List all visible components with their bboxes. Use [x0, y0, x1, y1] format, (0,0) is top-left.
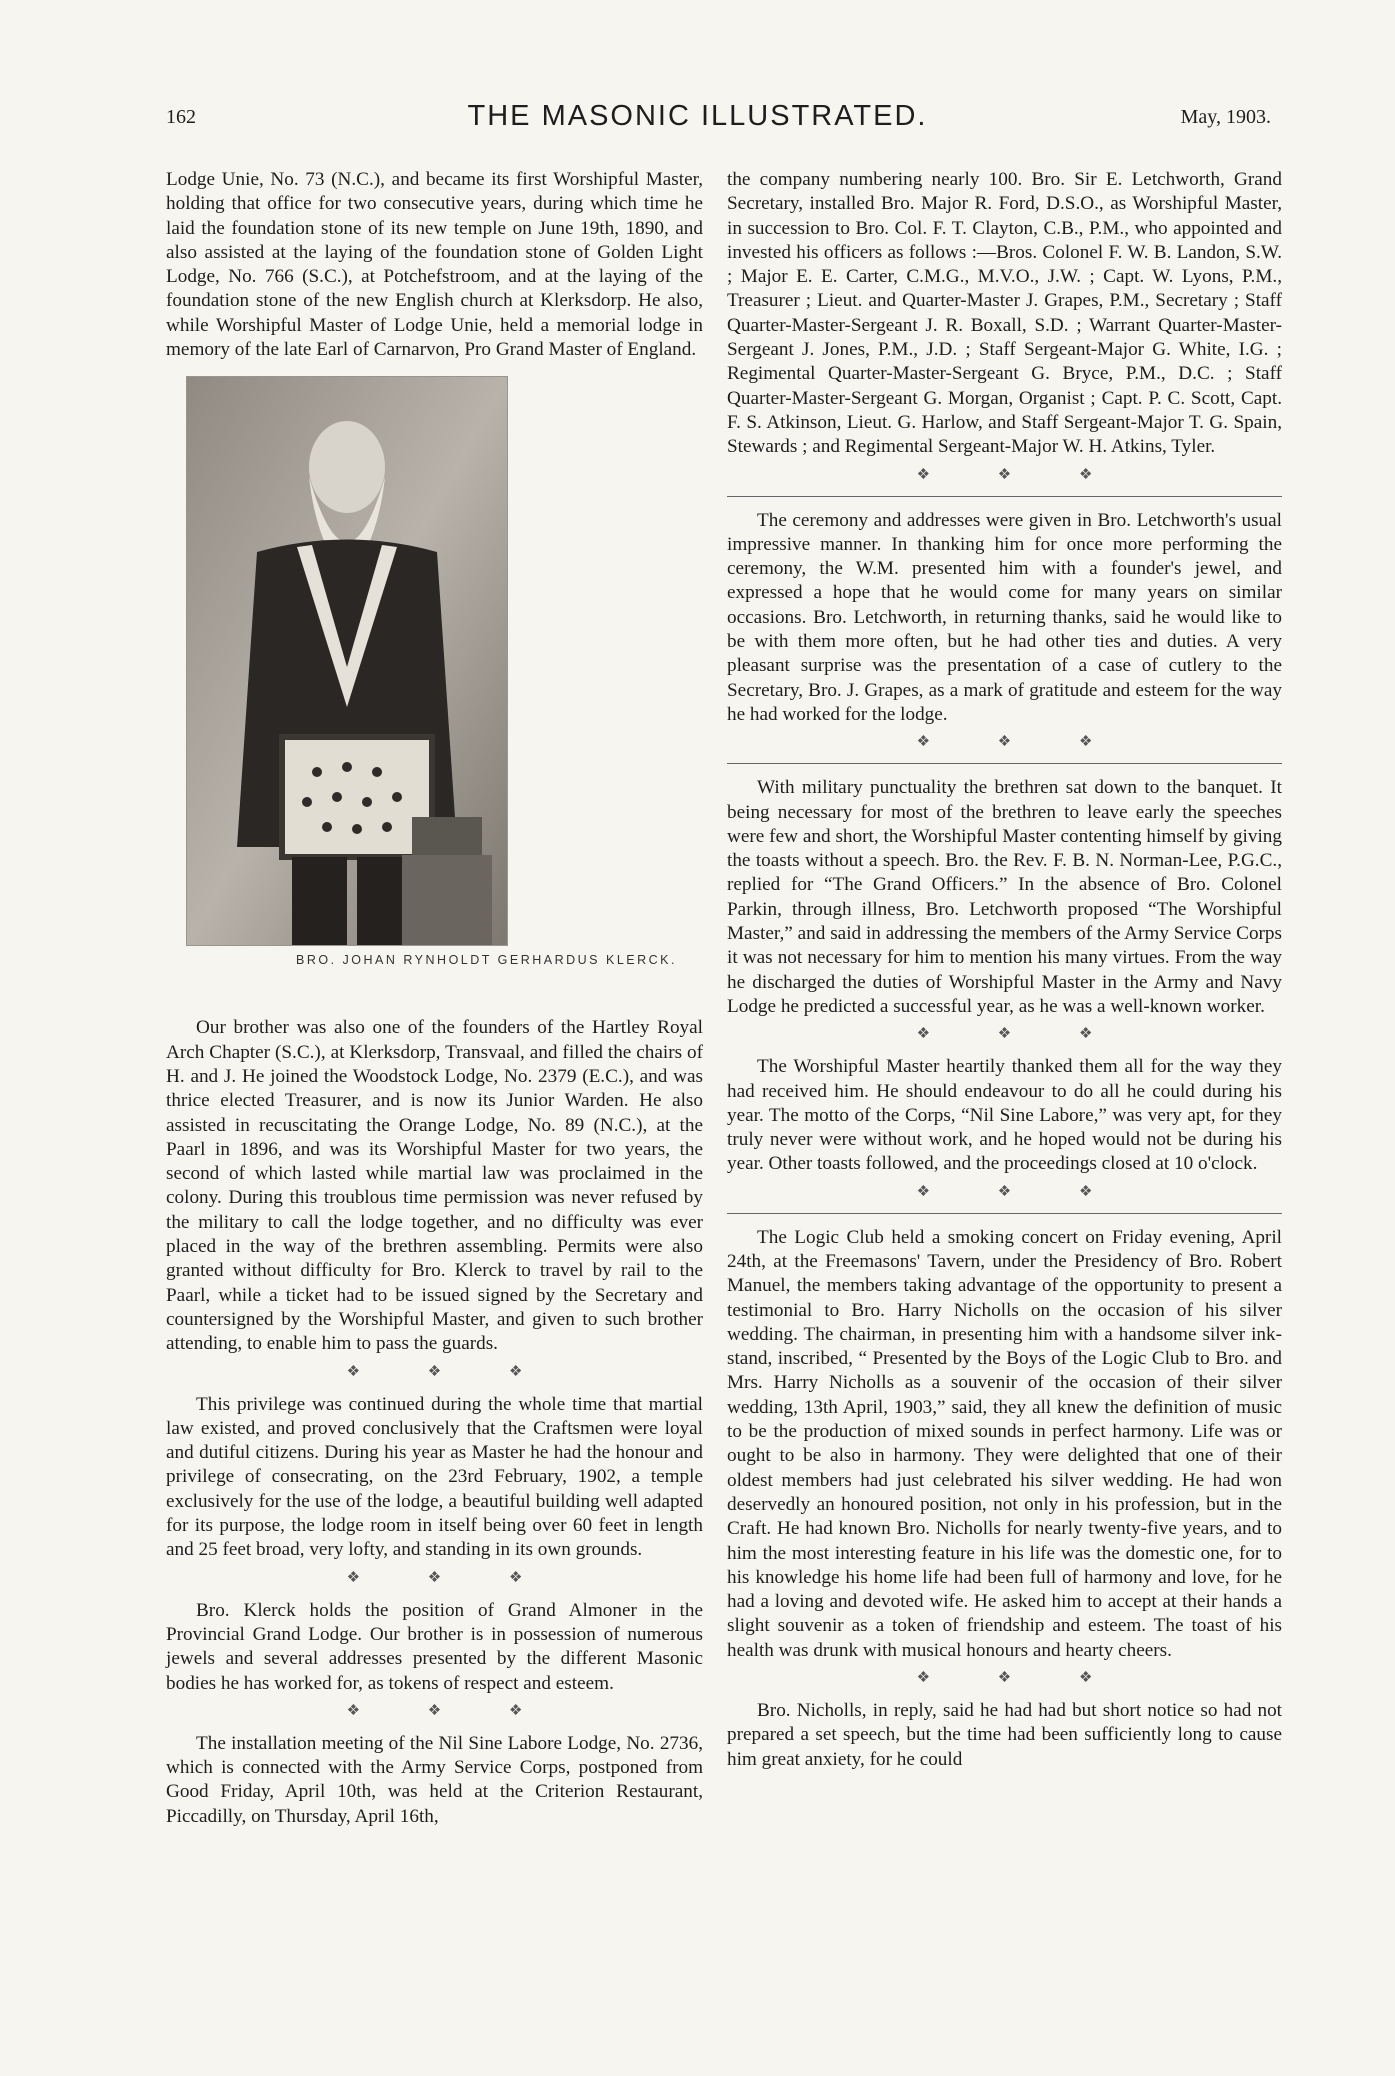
section-rule [727, 763, 1282, 764]
portrait-photo [186, 376, 508, 946]
ornament-separator: ❖ ❖ ❖ [346, 1363, 555, 1380]
paragraph: The ceremony and addresses were given in Bro. Letchworth's usual impressive manner. In thanking him for once more performing the ceremony, the W.M. presented him with a founder's jewel, and expressed a hope that he would come for many years on similar occasions. Bro. Letchworth, in returning thanks, said he would like to be with them more often, but he had other ties and duties. A very pleasant surprise was the presentation of a case of cutlery to the Secretary, Bro. J. Grapes, as a mark of gratitude and esteem for the way he had worked for the lodge. [727, 509, 1282, 725]
paragraph: Bro. Klerck holds the position of Grand Almoner in the Provincial Grand Lodge. Our brother is in possession of numerous jewels and several addresses presented by the different Masonic bodies he has worked for, as tokens of respect and esteem. [166, 1599, 703, 1694]
publication-title: THE MASONIC ILLUSTRATED. [467, 100, 928, 132]
portrait-figure [166, 376, 703, 974]
paragraph: The installation meeting of the Nil Sine Labore Lodge, No. 2736, which is connected with the Army Service Corps, postponed from Good Friday, April 10th, was held at the Criterion Restaurant, Piccadilly, on Thursday, April 16th, [166, 1732, 703, 1827]
ornament-separator: ❖ ❖ ❖ [346, 1702, 555, 1719]
paragraph: Lodge Unie, No. 73 (N.C.), and became its first Worshipful Master, holding that office for two consecutive years, during which time he laid the foundation stone of its new temple on June 19th, 1890, and also assisted at the laying of the foundation stone of Golden Light Lodge, No. 766 (S.C.), at Potchefstroom, and at the laying of the foundation stone of the new English church at Klerksdorp. He also, while Worshipful Master of Lodge Unie, held a memorial lodge in memory of the late Earl of Carnarvon, Pro Grand Master of England. [166, 169, 703, 361]
paragraph: the company numbering nearly 100. Bro. Sir E. Letchworth, Grand Secretary, installed Bro. Major R. Ford, D.S.O., as Worshipful Master, in succession to Bro. Col. F. T. Clayton, C.B., P.M., who appointed and invested his officers as follows :—Bros. Colonel F. W. B. Landon, S.W. ; Major E. E. Carter, C.M.G., M.V.O., J.W. ; Capt. W. Lyons, P.M., Treasurer ; Lieut. and Quarter-Master J. Grapes, P.M., Secretary ; Staff Quarter-Master-Sergeant J. R. Boxall, S.D. ; Warrant Quarter-Master-Sergeant J. Jones, P.M., J.D. ; Staff Sergeant-Major G. White, I.G. ; Regimental Quarter-Master-Sergeant G. Bryce, P.M., D.C. ; Staff Quarter-Master-Sergeant G. Morgan, Organist ; Capt. P. C. Scott, Capt. F. S. Atkinson, Lieut. G. Harlow, and Staff Sergeant-Major T. G. Spain, Stewards ; and Regimental Sergeant-Major W. H. Atkins, Tyler. [727, 169, 1282, 458]
ornament-separator: ❖ ❖ ❖ [916, 734, 1125, 751]
paragraph: This privilege was continued during the whole time that martial law existed, and proved conclusively that the Craftsmen were loyal and dutiful citizens. During his year as Master he had the honour and privilege of consecrating, on the 23rd February, 1902, a temple exclusively for the use of the lodge, a beautiful building well adapted for its purpose, the lodge room in itself being over 60 feet in length and 25 feet broad, very lofty, and standing in its own grounds. [166, 1393, 703, 1561]
page-number: 162 [166, 106, 196, 128]
ornament-separator: ❖ ❖ ❖ [916, 466, 1125, 483]
ornament-separator: ❖ ❖ ❖ [916, 1026, 1125, 1043]
portrait-illustration [187, 377, 507, 945]
figure-caption: BRO. JOHAN RYNHOLDT GERHARDUS KLERCK. [296, 953, 677, 968]
section-rule [727, 1213, 1282, 1214]
paragraph: Bro. Nicholls, in reply, said he had had but short notice so had not prepared a set speech, but the time had been sufficiently long to cause him great anxiety, for he could [727, 1700, 1282, 1770]
issue-date: May, 1903. [1180, 106, 1271, 128]
paragraph: Our brother was also one of the founders of the Hartley Royal Arch Chapter (S.C.), at Klerksdorp, Transvaal, and filled the chairs of H. and J. He joined the Woodstock Lodge, No. 2379 (E.C.), and was thrice elected Treasurer, and is now its Junior Warden. He also assisted in recuscitating the Orange Lodge, No. 89 (N.C.), at the Paarl in 1896, and was its Worshipful Master for two years, the second of which lasted while martial law was proclaimed in the colony. During this troublous time permission was never refused by the military to call the lodge together, and no difficulty was ever placed in the way of the brethren assembling. Permits were also granted without difficulty for Bro. Klerck to travel by rail to the Paarl, while a ticket had to be issued signed by the Secretary and countersigned by the Worshipful Master, and given to such brother attending, to enable him to pass the guards. [166, 1017, 703, 1355]
left-column [166, 168, 703, 1829]
page-header [0, 100, 1395, 140]
paragraph: The Worshipful Master heartily thanked them all for the way they had received him. He should endeavour to do all he could during his year. The motto of the Corps, “Nil Sine Labore,” was very apt, for they truly never were without work, and he hoped would not be during his year. Other toasts followed, and the proceedings closed at 10 o'clock. [727, 1056, 1282, 1175]
ornament-separator: ❖ ❖ ❖ [916, 1183, 1125, 1200]
section-rule [727, 496, 1282, 497]
ornament-separator: ❖ ❖ ❖ [916, 1670, 1125, 1687]
paragraph: The Logic Club held a smoking concert on Friday evening, April 24th, at the Freemasons' Tavern, under the Presidency of Bro. Robert Manuel, the members taking advantage of the opportunity to present a testimonial to Bro. Harry Nicholls on the occasion of his silver wedding. The chairman, in presenting him with a handsome silver ink-stand, inscribed, “ Presented by the Boys of the Logic Club to Bro. and Mrs. Harry Nicholls as a souvenir of the occasion of their silver wedding, 13th April, 1903,” said, they all knew the definition of music to be the production of mixed sounds in perfect harmony. Life was or ought to be also in harmony. They were delighted that one of their oldest members had just celebrated his silver wedding. He had won deservedly an honoured position, not only in his profession, but in the Craft. He had known Bro. Nicholls for nearly twenty-five years, and to him the most interesting feature in his life was the domestic one, for to his knowledge his home life had been full of harmony and love, for he had a loving and devoted wife. He asked him to accept at their hands a slight souvenir as a token of friendship and esteem. The toast of his health was drunk with musical honours and hearty cheers. [727, 1226, 1282, 1661]
right-column [727, 168, 1282, 1772]
ornament-separator: ❖ ❖ ❖ [346, 1569, 555, 1586]
paragraph: With military punctuality the brethren sat down to the banquet. It being necessary for most of the brethren to leave early the speeches were few and short, the Worshipful Master contenting himself by giving the toasts without a speech. Bro. the Rev. F. B. N. Norman-Lee, P.G.C., replied for “The Grand Officers.” In the absence of Bro. Colonel Parkin, through illness, Bro. Letchworth proposed “The Worshipful Master,” and said in addressing the members of the Army Service Corps it was not necessary for him to mention his many virtues. From the way he discharged the duties of Worshipful Master in the Army and Navy Lodge he predicted a successful year, as he was a well-known worker. [727, 777, 1282, 1017]
